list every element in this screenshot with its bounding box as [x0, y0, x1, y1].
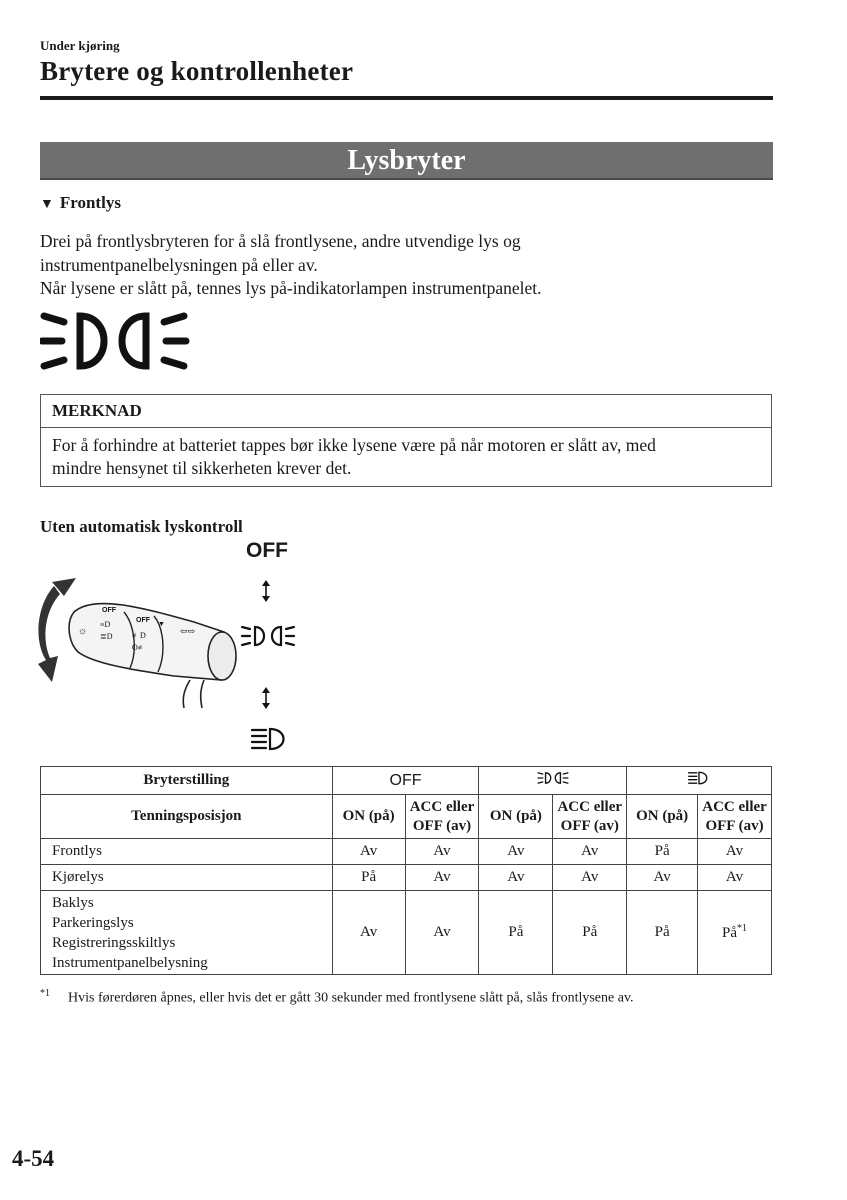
svg-text:≣D: ≣D [100, 632, 113, 641]
off-position-label: OFF [246, 539, 288, 562]
svg-text:▼: ▼ [158, 620, 165, 628]
acc-header-line: OFF (av) [412, 817, 472, 834]
footnote-mark: *1 [40, 988, 50, 999]
acc-off-header [698, 795, 772, 839]
on-header: ON (på) [332, 795, 405, 839]
footnote [40, 988, 634, 1007]
light-switch-lever-illustration [34, 572, 244, 712]
up-down-arrow-icon [258, 685, 274, 711]
table-cell: På [332, 865, 405, 891]
table-cell: På [479, 891, 553, 975]
svg-text:≢D: ≢D [132, 631, 146, 640]
page-number: 4-54 [12, 1146, 55, 1171]
table-cell: Av [332, 891, 405, 975]
acc-header-line: ACC eller [409, 798, 475, 815]
table-cell: Av [405, 865, 479, 891]
table-row [41, 865, 772, 891]
headlights-icon [687, 770, 711, 786]
table-cell: Av [698, 865, 772, 891]
table-row [41, 839, 772, 865]
table-header-row [41, 767, 772, 795]
subheading-text: Frontlys [59, 193, 121, 212]
table-cell: Av [698, 839, 772, 865]
ignition-position-header: Tenningsposisjon [41, 795, 333, 839]
row-label: Baklys [52, 894, 94, 911]
lever-off-label-1: OFF [102, 607, 116, 614]
svg-text:≡D: ≡D [100, 620, 111, 629]
acc-off-header [553, 795, 627, 839]
acc-header-line: OFF (av) [560, 817, 619, 834]
table-cell: Av [553, 839, 627, 865]
triangle-marker-icon: ▼ [40, 197, 54, 212]
footnote-text: Hvis førerdøren åpnes, eller hvis det er gått 30 sekunder med frontlysene slått på, slås frontlysene av. [68, 990, 634, 1006]
table-subheader-row [41, 795, 772, 839]
page-title: Brytere og kontrollenheter [40, 56, 354, 86]
body-paragraph [40, 230, 780, 301]
note-box [40, 394, 772, 487]
headlights-icon [250, 725, 290, 753]
section-label: Under kjøring [40, 38, 120, 53]
parking-lights-icon [536, 770, 570, 786]
subheading [40, 193, 121, 213]
figure-caption: Uten automatisk lyskontroll [40, 517, 243, 536]
footnote-ref: *1 [737, 923, 748, 934]
table-cell: Av [332, 839, 405, 865]
table-cell: På [553, 891, 627, 975]
table-cell: Av [627, 865, 698, 891]
table-cell: På [627, 891, 698, 975]
acc-header-line: OFF (av) [705, 817, 764, 834]
row-label: Registreringsskiltlys [52, 934, 176, 951]
lights-on-indicator-icon [40, 308, 190, 374]
note-heading: MERKNAD [41, 395, 771, 428]
paragraph-line: Når lysene er slått på, tennes lys på-indikatorlampen instrumentpanelet. [40, 278, 542, 298]
table-cell: Av [479, 839, 553, 865]
lever-off-label-2: OFF [136, 617, 150, 624]
note-line: For å forhindre at batteriet tappes bør ikke lysene være på når motoren er slått av, med [52, 435, 656, 455]
table-cell: Av [405, 891, 479, 975]
table-row [41, 891, 772, 975]
paragraph-line: Drei på frontlysbryteren for å slå frontlysene, andre utvendige lys og [40, 231, 521, 251]
note-text [41, 428, 771, 486]
section-title-bar: Lysbryter [40, 142, 773, 180]
acc-header-line: ACC eller [702, 798, 767, 815]
light-switch-table [40, 766, 772, 975]
headlights-column-header [627, 767, 772, 795]
table-cell: Av [479, 865, 553, 891]
svg-text:O≢: O≢ [132, 643, 146, 652]
off-column-header: OFF [332, 767, 479, 795]
parking-lights-column-header [479, 767, 627, 795]
row-label: Instrumentpanelbelysning [52, 954, 208, 971]
row-label-group [41, 891, 333, 975]
on-header: ON (på) [627, 795, 698, 839]
on-header: ON (på) [479, 795, 553, 839]
table-cell-with-footnote [698, 891, 772, 975]
note-line: mindre hensynet til sikkerheten krever det. [52, 458, 352, 478]
parking-lights-icon [240, 622, 296, 650]
paragraph-line: instrumentpanelbelysningen på eller av. [40, 254, 318, 275]
header-divider [40, 96, 773, 100]
row-label: Frontlys [41, 839, 333, 865]
svg-text:⇦⇨: ⇦⇨ [180, 626, 196, 636]
row-label: Parkeringslys [52, 914, 134, 931]
acc-off-header [405, 795, 479, 839]
row-label: Kjørelys [41, 865, 333, 891]
switch-position-header: Bryterstilling [41, 767, 333, 795]
table-cell: På [627, 839, 698, 865]
table-cell: Av [405, 839, 479, 865]
table-cell: Av [553, 865, 627, 891]
table-cell-text: På [722, 925, 738, 941]
up-down-arrow-icon [258, 578, 274, 604]
svg-text:☼: ☼ [78, 626, 88, 637]
acc-header-line: ACC eller [557, 798, 623, 815]
